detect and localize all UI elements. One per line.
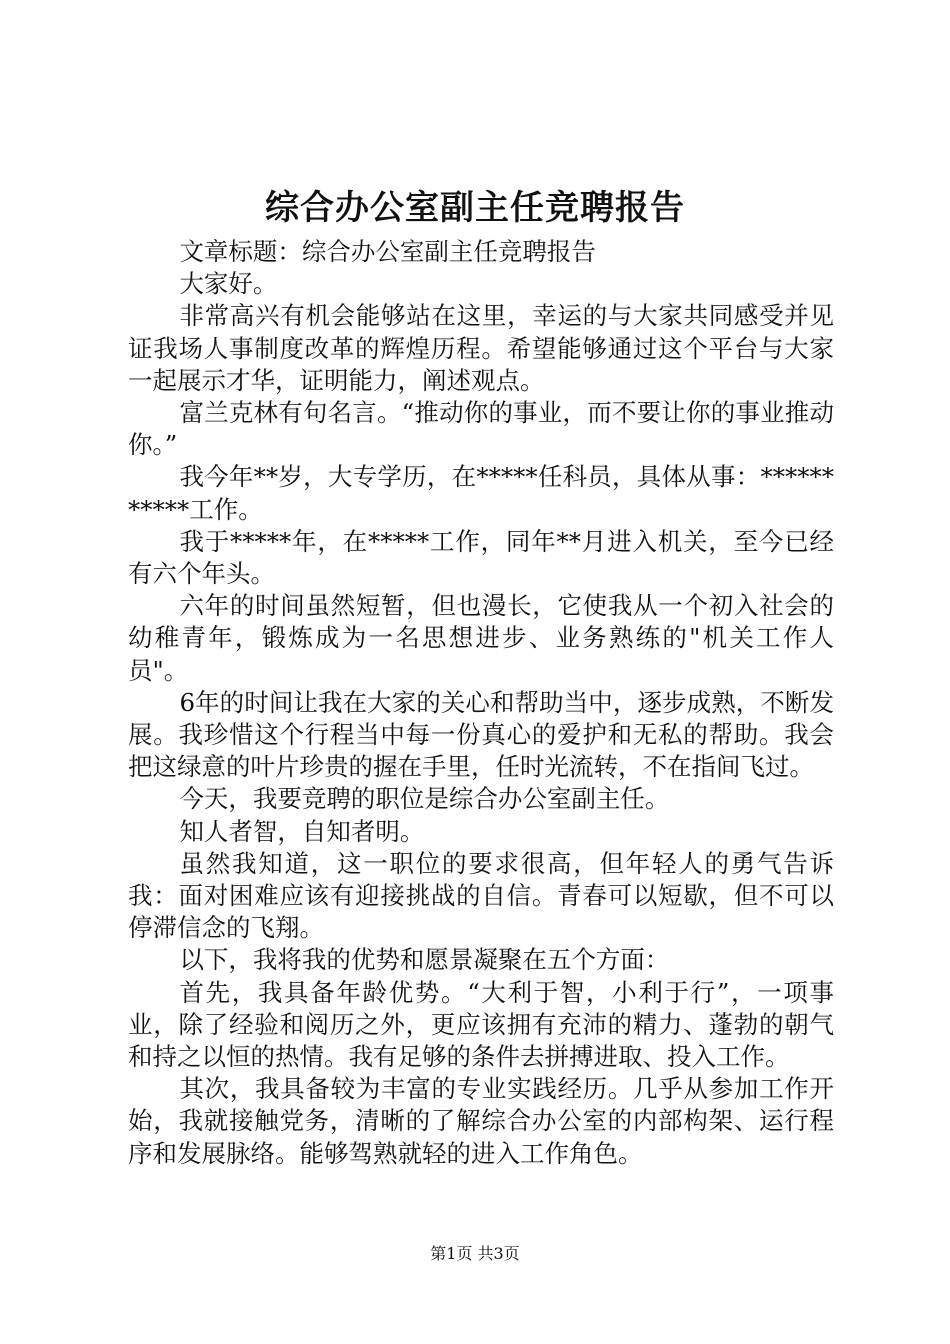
paragraph: 富兰克林有句名言。“推动你的事业，而不要让你的事业推动你。” [128, 398, 834, 460]
paragraph-article-title: 文章标题：综合办公室副主任竞聘报告 [179, 237, 596, 266]
paragraph: 虽然我知道，这一职位的要求很高，但年轻人的勇气告诉我：面对困难应该有迎接挑战的自信。青春可以短歇，但不可以停滞信念的飞翔。 [128, 848, 834, 943]
paragraph: 我于*****年，在*****工作，同年**月进入机关，至今已经有六个年头。 [128, 526, 834, 589]
paragraph-greeting: 大家好。 [179, 269, 278, 299]
paragraph: 非常高兴有机会能够站在这里，幸运的与大家共同感受并见证我场人事制度改革的辉煌历程。希望能够通过这个平台与大家一起展示才华，证明能力，阐述观点。 [128, 301, 834, 395]
page-footer: 第1页 共3页 [430, 1244, 520, 1263]
paragraph: 以下，我将我的优势和愿景凝聚在五个方面： [179, 945, 670, 975]
paragraph: 6年的时间让我在大家的关心和帮助当中，逐步成熟，不断发展。我珍惜这个行程当中每一份真心的爱护和无私的帮助。我会把这绿意的叶片珍贵的握在手里，任时光流转，不在指间飞过。 [128, 687, 834, 782]
paragraph: 六年的时间虽然短暂，但也漫长，它使我从一个初入社会的幼稚青年，锻炼成为一名思想进步、业务熟练的"机关工作人员"。 [128, 591, 834, 685]
document-body [128, 236, 834, 1170]
document-title: 综合办公室副主任竞聘报告 [265, 188, 685, 228]
paragraph: 我今年**岁，大专学历，在*****任科员，具体从事：***********工作。 [128, 462, 834, 524]
paragraph: 首先，我具备年龄优势。“大利于智，小利于行”，一项事业，除了经验和阅历之外，更应该拥有充沛的精力、蓬勃的朝气和持之以恒的热情。我有足够的条件去拼搏进取、投入工作。 [128, 977, 834, 1072]
paragraph: 其次，我具备较为丰富的专业实践经历。几乎从参加工作开始，我就接触党务，清晰的了解综合办公室的内部构架、运行程序和发展脉络。能够驾熟就轻的进入工作角色。 [128, 1074, 834, 1168]
paragraph: 知人者智，自知者明。 [179, 816, 425, 846]
paragraph: 今天，我要竞聘的职位是综合办公室副主任。 [179, 784, 670, 814]
